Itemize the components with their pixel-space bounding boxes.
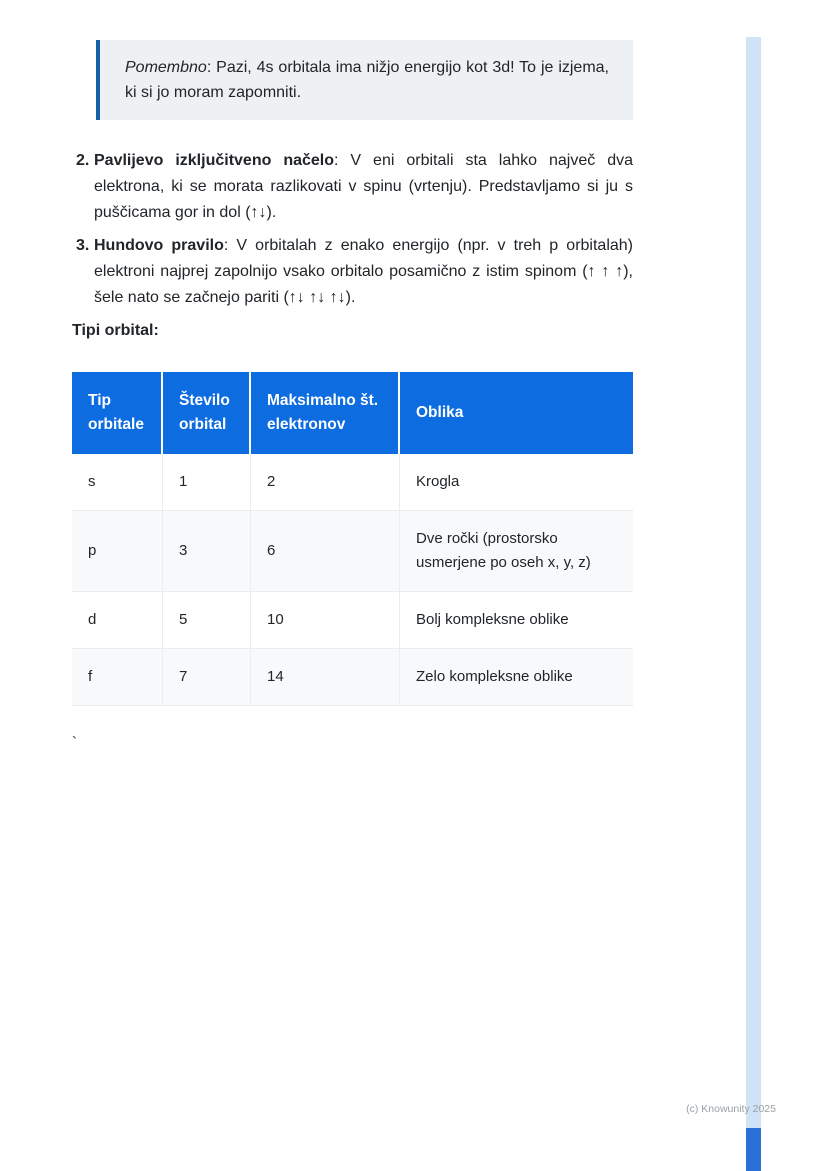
document-content [72, 40, 633, 751]
table-row-p [72, 511, 633, 592]
list-item-title: Pavlijevo izključitveno načelo [94, 152, 335, 169]
list-item-pauli [72, 148, 633, 226]
list-item-body [94, 233, 633, 311]
column-header-stevilo-orbital: Število orbital [163, 372, 251, 454]
copyright-text: (c) Knowunity 2025 [686, 1103, 776, 1115]
numbered-list [72, 148, 633, 311]
callout-lead: Pomembno [125, 59, 207, 76]
column-header-oblika: Oblika [400, 372, 633, 454]
column-header-maks-elektronov: Maksimalno št. elektronov [251, 372, 400, 454]
table-cell: 5 [163, 592, 251, 649]
scrollbar-thumb[interactable] [746, 1128, 761, 1171]
list-item-hund [72, 233, 633, 311]
list-number: 2. [76, 152, 90, 169]
table-cell: 14 [251, 649, 400, 706]
table-row-s [72, 454, 633, 511]
orbitals-table [72, 372, 633, 706]
stray-backtick: ` [72, 734, 77, 751]
table-cell: Bolj kompleksne oblike [400, 592, 633, 649]
table-cell: 3 [163, 511, 251, 592]
table-cell: 10 [251, 592, 400, 649]
list-item-text: : V eni orbitali sta lahko največ dva elektrona, ki se morata razlikovati v spinu (vrtenju). Predstavljamo si ju s puščicama gor in dol (↑↓). [94, 152, 633, 221]
table-cell: 7 [163, 649, 251, 706]
scrollbar-track[interactable] [746, 37, 761, 1171]
list-item-text: : V orbitalah z enako energijo (npr. v treh p orbitalah) elektroni najprej zapolnijo vsako orbitalo posamično z istim spinom (↑ ↑ ↑), šele nato se začnejo pariti (↑↓ ↑↓ ↑↓). [94, 237, 633, 306]
table-cell: 1 [163, 454, 251, 511]
list-item-body [94, 148, 633, 226]
table-cell: s [72, 454, 163, 511]
table-cell: d [72, 592, 163, 649]
table-cell: Krogla [400, 454, 633, 511]
section-heading-tipi-orbital: Tipi orbital: [72, 322, 159, 339]
table-cell: p [72, 511, 163, 592]
column-header-tip-orbitale: Tip orbitale [72, 372, 163, 454]
table-row-d [72, 592, 633, 649]
table-cell: 6 [251, 511, 400, 592]
table-header-row [72, 372, 633, 454]
table-cell: 2 [251, 454, 400, 511]
list-number: 3. [76, 237, 90, 254]
table-cell: f [72, 649, 163, 706]
callout-text: : Pazi, 4s orbitala ima nižjo energijo kot 3d! To je izjema, ki si jo moram zapomniti. [125, 59, 609, 101]
list-item-title: Hundovo pravilo [94, 237, 224, 254]
table-cell: Dve ročki (prostorsko usmerjene po oseh x, y, z) [400, 511, 633, 592]
callout-important [96, 40, 633, 120]
table-row-f [72, 649, 633, 706]
table-cell: Zelo kompleksne oblike [400, 649, 633, 706]
